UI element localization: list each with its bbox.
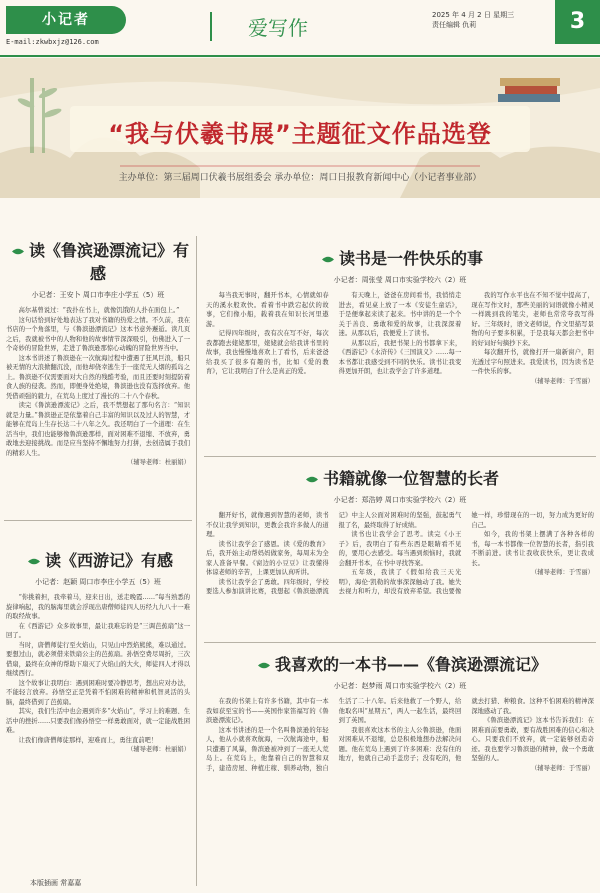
article-body: 每当我无事时，翻开书本，心情就如春天的溪水般欢快。看着书中跌宕起伏的故事，它们像小船，载着我在知识长河里遨游。 记得四年级时，我有次在写不好，每次我都跑去姥姥那里，姥姥就会给我讲书里的故事，我也慢慢地喜欢上了看书，后来爸爸给我买了很多有趣的书，比如《爱的教育》，它让我明白了什么是真正的爱。 有天晚上，爸爸在房间看书，我悄悄走进去，看见桌上放了一本《安徒生童话》，于是便拿起来读了起来。书中讲的是一个个关于善良、勇敢和爱的故事，让我深深着迷。从那以后，我便爱上了读书。 从那以后，我把书架上的书都拿下来，《西游记》《水浒传》《三国演义》……每一本书都让我感受到不同的快乐。读书让我变得更加开朗，也让我学会了许多道理。 我的写作水平也在不知不觉中提高了，现在写作文时，那些美丽的词语就像小精灵一样跳到我的笔尖，老师也常常夸我写得好。三年级时，语文老师说，作文里描写景物的句子要多积累，于是我每天都会把书中的好词好句摘抄下来。 每次翻开书，就像打开一扇新窗户，阳光透过字句照进来。我爱读书，因为读书是一件快乐的事。 （辅导老师：于雪丽） xyxy=(206,292,594,385)
leaf-ornament-icon xyxy=(321,255,335,264)
header-rule xyxy=(0,55,600,57)
article-title: 书籍就像一位智慧的长者 xyxy=(206,466,594,489)
article-title: 我喜欢的一本书——《鲁滨逊漂流记》 xyxy=(206,652,594,675)
article-title: 读书是一件快乐的事 xyxy=(206,246,594,269)
article-byline: 小记者：王安卜 周口市李庄小学五（5）班 xyxy=(31,291,165,299)
article-3 xyxy=(206,466,594,597)
banner-subtitle: 主办单位：第三届周口伏羲书展组委会 承办单位：周口日报教育新闻中心（小记者事业部） xyxy=(118,173,482,183)
article-byline: 小记者：郑浩婷 周口市实验学校六（2）班 xyxy=(333,496,467,504)
banner xyxy=(0,58,600,198)
article-byline: 小记者：赵梦雨 周口市实验学校六（2）班 xyxy=(333,682,467,690)
section-divider xyxy=(204,642,596,643)
article-body: 高尔基曾说过：“我扑在书上，就像饥饿的人扑在面包上。” 这句话恰到好处地表达了我对书籍的热爱之情。不久前，我在书店的一个角落里，与《鲁滨逊漂流记》这本书意外邂逅。读几页之后，我就被书中的人物和他的故事情节深深吸引，仿佛进入了一个奇妙的冒险世界，走进了鲁滨逊那惊心动魄的冒险世界当中。 这本书讲述了鲁滨逊在一次航海过程中遭遇了狂风巨浪，船只被无情的大浪掀翻沉没，而他却侥幸逃生于一座荒无人烟的孤岛之上。鲁滨逊不仅需要面对大自然的残酷考验，而且还要时刻提防着食人族的侵袭。然而，即便身处绝境，鲁滨逊也没有选择放弃。他凭借顽强的毅力，在荒岛上度过了漫长的二十八个春秋。 读完《鲁滨逊漂流记》之后，我不禁想起了那句名言：“知识就是力量。”鲁滨逊正是依靠着自己丰富的知识以及过人的智慧，才能够在荒岛上生存长达二十八年之久。我还明白了一个道理：在生活当中，我们也能够像鲁滨逊那样，面对困难不退缩、不放弃，勇敢地去迎接挑战。而是应当坚持不懈地努力打拼，去创造属于我们的精彩人生。 （辅导老师：杜丽娟） xyxy=(6,307,190,466)
article-body: 在我的书架上有许多书籍，其中有一本我如获至宝的书——英国作家笛福写的《鲁滨逊漂流记》。 这本书讲述的是一个名叫鲁滨逊的年轻人，他从小就喜欢航海，一次航海途中，船只遭遇了风暴，鲁滨逊被冲到了一座无人荒岛上。在荒岛上，他靠着自己的智慧和双手，建造房屋、种植庄稼、驯养动物，独自生活了二十八年。后来他救了一个野人，给他取名叫“星期五”，两人一起生活，最终回到了英国。 我很喜欢这本书的主人公鲁滨逊，他面对困难从不退缩，总是积极地想办法解决问题。他在荒岛上遇到了许多困难：没有住的地方，他就自己动手盖房子；没有吃的，他就去打猎、种粮食。这种不怕困难的精神深深地感动了我。 《鲁滨逊漂流记》这本书告诉我们：在困难面前要勇敢，要有战胜困难的信心和决心。只要我们不放弃，就一定能够创造奇迹。我也要学习鲁滨逊的精神，做一个勇敢坚强的人。 （辅导老师：于雪丽） xyxy=(206,698,594,772)
publication-logo: 小记者 xyxy=(6,6,126,34)
article-byline: 小记者：周张莹 周口市实验学校六（2）班 xyxy=(333,276,467,284)
editor-line: 责任编辑 仇莉 xyxy=(432,21,477,29)
article-body: 翻开好书，就像遇到智慧的老师，读书不仅让我学到知识，更教会我许多做人的道理。 读书让我学会了感恩。读《爱的教育》后，我开始主动帮妈妈做家务，每周末为全家人准备早餐。《窗边的小豆豆》让我懂得体谅老师的辛苦，上课更加认真听讲。 读书让我学会了勇敢。四年级时，学校要选人参加演讲比赛，我想起《鲁滨逊漂流记》中主人公面对困难时的坚强，鼓起勇气报了名，最终取得了好成绩。 读书也让我学会了思考。读完《小王子》后，我明白了有些东西是眼睛看不见的，要用心去感受。每当遇到烦恼时，我就会翻开书本，在书中寻找答案。 五年级，我读了《假如给我三天光明》，海伦·凯勒的故事深深触动了我。她失去视力和听力，却没有放弃希望。我也要像她一样，珍惜现在的一切，努力成为更好的自己。 如今，我的书架上摆满了各种各样的书，每一本书都像一位智慧的长者，指引我不断前进。读书让我收获快乐，更让我成长。 （辅导老师：于雪丽） xyxy=(206,512,594,595)
leaf-ornament-icon xyxy=(257,661,271,670)
section-divider xyxy=(204,456,596,457)
illustration-credit: 本版插画 常嘉嘉 xyxy=(30,879,82,887)
leaf-ornament-icon xyxy=(305,475,319,484)
article-title: 读《鲁滨逊漂流记》有感 xyxy=(6,238,190,284)
article-1 xyxy=(6,238,190,468)
date-info xyxy=(432,10,514,30)
contact-email: E-mail:zkwbxjz@126.com xyxy=(6,38,99,46)
article-body: “你挑着担，我牵着马，迎来日出，送走晚霞……”每当熟悉的旋律响起，我的脑海里就会浮现出唐僧师徒四人历经九九八十一难的取经故事。 在《西游记》众多故事里，最让我难忘的是“三调芭蕉扇”这一回了。 当时，唐僧师徒行至火焰山，只见山中烈焰熊熊，难以通过。要想过山，就必须借来铁扇公主的芭蕉扇。孙悟空费尽周折，三次借扇，最终在众神的帮助下扇灭了火焰山的大火，师徒四人才得以继续西行。 这个故事让我明白：遇到困难时要冷静思考，想出应对办法，不能轻言放弃。孙悟空正是凭着不怕困难的精神和机智灵活的头脑，最终借到了芭蕉扇。 其实，我们生活中也会遇到许多“火焰山”，学习上的难题、生活中的挫折……只要我们像孙悟空一样勇敢面对，就一定能战胜困难。 让我们像唐僧师徒那样，迎难而上，勇往直前吧！ （辅导老师：杜丽娟） xyxy=(6,594,190,753)
date-line: 2025 年 4 月 2 日 星期三 xyxy=(432,11,515,19)
leaf-ornament-icon xyxy=(11,247,25,256)
leaf-ornament-icon xyxy=(27,557,41,566)
banner-title: “我与伏羲书展”主题征文作品选登 xyxy=(108,120,492,148)
column-divider xyxy=(196,236,197,886)
article-4 xyxy=(6,548,190,755)
article-5 xyxy=(206,652,594,773)
book-stack-icon xyxy=(498,78,560,102)
section-divider xyxy=(4,520,192,521)
article-byline: 小记者：赵颖 周口市李庄小学五（5）班 xyxy=(35,578,161,586)
page-number: 3 xyxy=(555,0,600,44)
article-2 xyxy=(206,246,594,386)
article-title: 读《西游记》有感 xyxy=(6,548,190,571)
section-title: 爱写作 xyxy=(210,12,338,41)
